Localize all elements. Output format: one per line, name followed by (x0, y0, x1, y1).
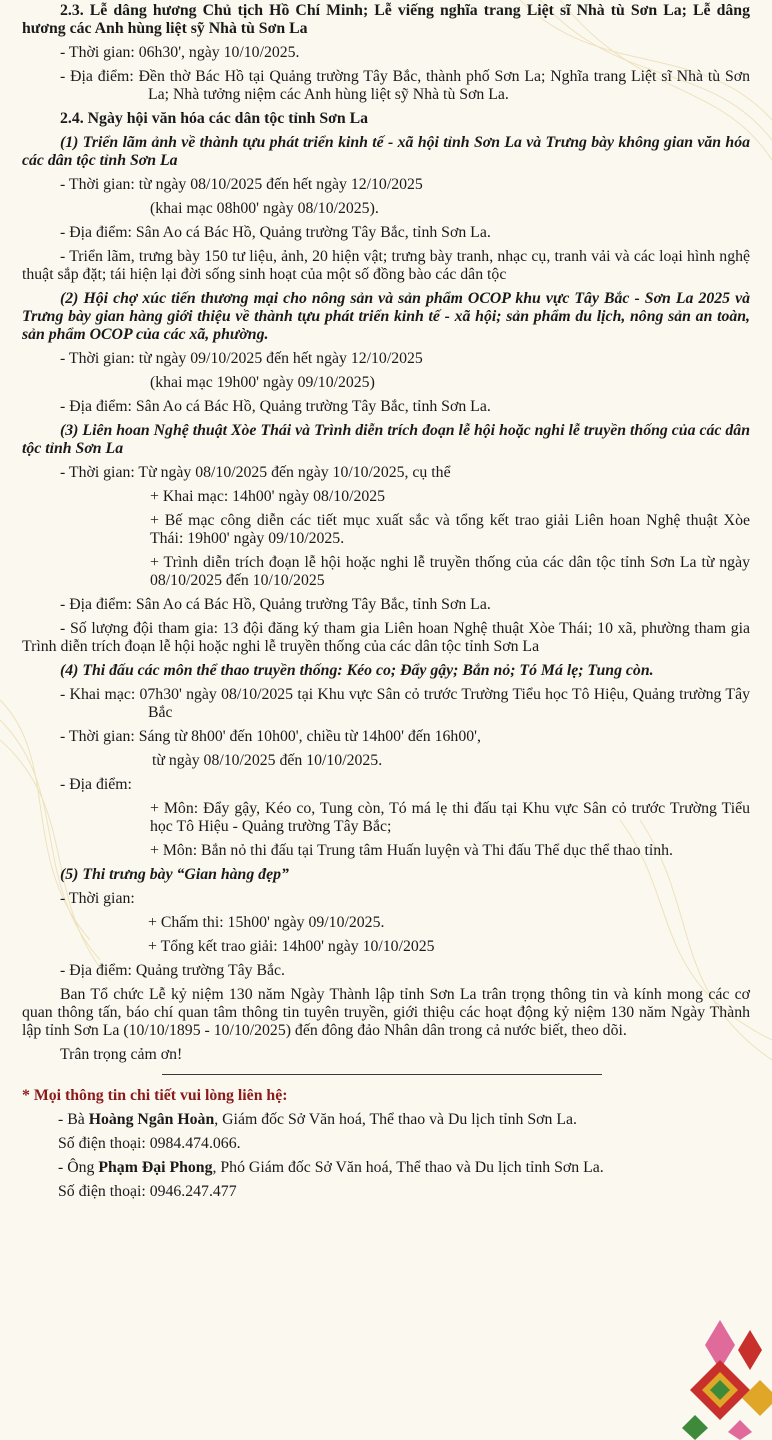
sub4-title: (4) Thi đấu các môn thể thao truyền thống: Kéo co; Đẩy gậy; Bắn nỏ; Tó Má lẹ; Tung còn. (60, 662, 654, 679)
document-body (22, 0, 750, 1207)
closing-thanks: Trân trọng cảm ơn! (60, 1046, 183, 1063)
sub2-title: (2) Hội chợ xúc tiến thương mại cho nông sản và sản phẩm OCOP khu vực Tây Bắc - Sơn La 2025 và Trưng bày gian hàng giới thiệu về thành tựu phát triển kinh tế - xã hội; sản phẩm du lịch, nông sản an toàn, sản phẩm OCOP của các xã, phường. (22, 290, 750, 343)
contact-person-2-role: , Phó Giám đốc Sở Văn hoá, Thể thao và Du lịch tỉnh Sơn La. (212, 1159, 604, 1176)
sub3-place: - Địa điểm: Sân Ao cá Bác Hồ, Quảng trường Tây Bắc, tỉnh Sơn La. (60, 596, 491, 613)
sub3-title: (3) Liên hoan Nghệ thuật Xòe Thái và Trình diễn trích đoạn lễ hội hoặc nghi lễ truyền thống của các dân tộc tỉnh Sơn La (22, 422, 750, 457)
sub1-desc: - Triển lãm, trưng bày 150 tư liệu, ảnh, 20 hiện vật; trưng bày tranh, nhạc cụ, tranh vải và các loại hình nghệ thuật sắp đặt; tái hiện lại đời sống sinh hoạt của một số đồng bào các dân tộc (22, 248, 750, 283)
sub1-time: - Thời gian: từ ngày 08/10/2025 đến hết ngày 12/10/2025 (60, 176, 423, 193)
contact-person-1-name: Hoàng Ngân Hoàn (88, 1111, 215, 1128)
sub3-teams: - Số lượng đội tham gia: 13 đội đăng ký tham gia Liên hoan Nghệ thuật Xòe Thái; 10 xã, phường tham gia Trình diễn trích đoạn lễ hội hoặc nghi lễ truyền thống của các dân tộc tỉnh Sơn La (22, 620, 750, 655)
sub5-item2: + Tổng kết trao giải: 14h00' ngày 10/10/2025 (148, 938, 435, 955)
section-2-3-place: - Địa điểm: Đền thờ Bác Hồ tại Quảng trường Tây Bắc, thành phố Sơn La; Nghĩa trang Liệt sĩ Nhà tù Sơn La; Nhà tưởng niệm các Anh hùng liệt sỹ Nhà tù Sơn La. (60, 68, 750, 103)
sub4-item2: + Môn: Bắn nỏ thi đấu tại Trung tâm Huấn luyện và Thi đấu Thể dục thể thao tỉnh. (150, 842, 673, 859)
sub5-item1: + Chấm thi: 15h00' ngày 09/10/2025. (148, 914, 385, 931)
sub4-opening: - Khai mạc: 07h30' ngày 08/10/2025 tại Khu vực Sân cỏ trước Trường Tiểu học Tô Hiệu, Quảng trường Tây Bắc (60, 686, 750, 721)
sub5-place: - Địa điểm: Quảng trường Tây Bắc. (60, 962, 285, 979)
contact-person-2 (22, 1159, 750, 1177)
contact-heading: * Mọi thông tin chi tiết vui lòng liên hệ: (22, 1087, 288, 1104)
sub1-title: (1) Triển lãm ảnh về thành tựu phát triển kinh tế - xã hội tỉnh Sơn La và Trưng bày không gian văn hóa các dân tộc tỉnh Sơn La (22, 134, 750, 169)
contact-person-2-phone[interactable]: Số điện thoại: 0946.247.477 (58, 1183, 237, 1200)
contact-person-1-role: , Giám đốc Sở Văn hoá, Thể thao và Du lịch tỉnh Sơn La. (214, 1111, 577, 1128)
sub4-time-note: từ ngày 08/10/2025 đến 10/10/2025. (152, 752, 383, 769)
closing-paragraph: Ban Tổ chức Lễ kỷ niệm 130 năm Ngày Thành lập tỉnh Sơn La trân trọng thông tin và kính mong các cơ quan thông tấn, báo chí quan tâm thông tin tuyên truyền, giới thiệu các hoạt động kỷ niệm 130 năm Ngày Thành lập tỉnh Sơn La (10/10/1895 - 10/10/2025) đến đông đảo Nhân dân trong cả nước biết, theo dõi. (22, 986, 750, 1039)
sub3-item2: + Bế mạc công diễn các tiết mục xuất sắc và tổng kết trao giải Liên hoan Nghệ thuật Xòe Thái: 19h00' ngày 09/10/2025. (150, 512, 750, 547)
sub5-title: (5) Thi trưng bày “Gian hàng đẹp” (60, 866, 289, 883)
sub2-place: - Địa điểm: Sân Ao cá Bác Hồ, Quảng trường Tây Bắc, tỉnh Sơn La. (60, 398, 491, 415)
sub2-time: - Thời gian: từ ngày 09/10/2025 đến hết ngày 12/10/2025 (60, 350, 423, 367)
section-2-3-heading: 2.3. Lễ dâng hương Chủ tịch Hồ Chí Minh; Lễ viếng nghĩa trang Liệt sĩ Nhà tù Sơn La; Lễ dâng hương các Anh hùng liệt sỹ Nhà tù Sơn La (22, 2, 750, 37)
decorative-motif-icon (680, 1320, 772, 1440)
section-2-3-time: - Thời gian: 06h30', ngày 10/10/2025. (60, 44, 300, 61)
section-2-4-heading: 2.4. Ngày hội văn hóa các dân tộc tỉnh Sơn La (60, 110, 369, 127)
sub4-place-label: - Địa điểm: (60, 776, 132, 793)
sub3-time: - Thời gian: Từ ngày 08/10/2025 đến ngày 10/10/2025, cụ thể (60, 464, 451, 481)
sub3-item3: + Trình diễn trích đoạn lễ hội hoặc nghi lễ truyền thống của các dân tộc tỉnh Sơn La từ ngày 08/10/2025 đến 10/10/2025 (150, 554, 750, 589)
sub4-item1: + Môn: Đẩy gậy, Kéo co, Tung còn, Tó má lẹ thi đấu tại Khu vực Sân cỏ trước Trường Tiểu học Tô Hiệu - Quảng trường Tây Bắc; (150, 800, 750, 835)
contact-person-2-prefix: - Ông (58, 1159, 99, 1176)
contact-person-1-phone[interactable]: Số điện thoại: 0984.474.066. (58, 1135, 241, 1152)
contact-person-1 (22, 1111, 750, 1129)
contact-person-2-name: Phạm Đại Phong (98, 1159, 213, 1176)
sub1-place: - Địa điểm: Sân Ao cá Bác Hồ, Quảng trường Tây Bắc, tỉnh Sơn La. (60, 224, 491, 241)
contact-person-1-prefix: - Bà (58, 1111, 89, 1128)
divider-line (162, 1074, 602, 1075)
sub3-item1: + Khai mạc: 14h00' ngày 08/10/2025 (150, 488, 386, 505)
sub5-time-label: - Thời gian: (60, 890, 135, 907)
sub2-time-note: (khai mạc 19h00' ngày 09/10/2025) (150, 374, 375, 391)
sub4-time: - Thời gian: Sáng từ 8h00' đến 10h00', chiều từ 14h00' đến 16h00', (60, 728, 481, 745)
sub1-time-note: (khai mạc 08h00' ngày 08/10/2025). (150, 200, 379, 217)
